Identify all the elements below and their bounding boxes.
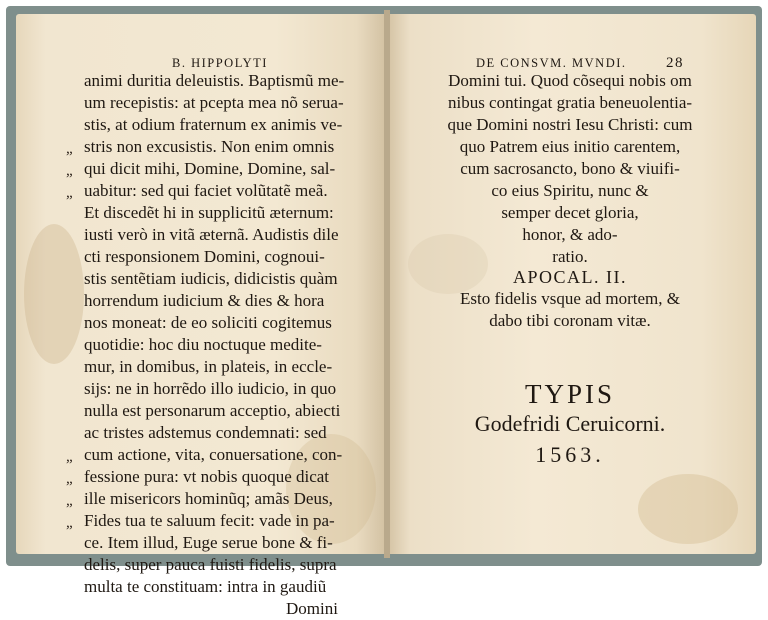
text-line: stris non excusistis. Non enim omnis — [84, 137, 335, 156]
imprint-year: 1563. — [535, 442, 605, 467]
margin-quote-mark: „ — [66, 141, 73, 157]
scripture-quote — [430, 288, 710, 332]
right-page-body — [430, 70, 710, 268]
page-number: 28 — [666, 55, 684, 71]
text-line: nibus contingat gratia beneuolentia- — [447, 93, 693, 112]
text-line: stis sentẽtiam iudicis, didicistis quàm — [84, 269, 338, 288]
paper-stain — [638, 474, 738, 544]
text-line: stis, at odium fraternum ex animis ve- — [84, 115, 343, 134]
text-line: Fides tua te saluum fecit: vade in pa- — [84, 511, 335, 530]
text-line: delis, super pauca fuisti fidelis, supra — [84, 555, 337, 574]
text-line: um recepistis: at pcepta mea nõ serua- — [84, 93, 344, 112]
text-line: ille misericors hominũq; amãs Deus, — [84, 489, 333, 508]
text-line: multa te constituam: intra in gaudiũ — [84, 577, 327, 596]
paper-stain — [24, 224, 84, 364]
text-line: iusti verò in vitã æternã. Audistis dile — [84, 225, 339, 244]
text-line: animi duritia deleuistis. Baptismũ me- — [84, 71, 345, 90]
text-line: quotidie: hoc diu noctuque medite- — [84, 335, 322, 354]
text-line: cti responsionem Domini, cognoui- — [84, 247, 325, 266]
text-line: honor, & ado- — [522, 225, 618, 244]
text-line: fessione pura: vt nobis quoque dicat — [84, 467, 330, 486]
margin-quote-mark: „ — [66, 163, 73, 179]
text-line: uabitur: sed qui faciet volũtatẽ meã. — [84, 181, 328, 200]
text-line: ac tristes adstemus condemnati: sed — [84, 423, 327, 442]
text-line: Esto fidelis vsque ad mortem, & — [459, 289, 681, 308]
text-line: quo Patrem eius initio carentem, — [459, 137, 681, 156]
text-line: semper decet gloria, — [501, 203, 639, 222]
text-line: nulla est personarum acceptio, abiecti — [84, 401, 341, 420]
text-line: ce. Item illud, Euge serue bone & fi- — [84, 533, 333, 552]
left-running-head: B. HIPPOLYTI — [172, 56, 268, 70]
margin-quote-mark: „ — [66, 471, 73, 487]
text-line: Et discedẽt hi in supplicitũ æternum: — [84, 203, 334, 222]
text-line: cum sacrosancto, bono & viuifi- — [460, 159, 680, 178]
text-line-catchword: Domini — [286, 599, 338, 618]
imprint-printer: Godefridi Ceruicorni. — [474, 411, 666, 436]
right-running-head: DE CONSVM. MVNDI. — [476, 56, 627, 70]
scripture-reference: APOCAL. II. — [513, 267, 627, 287]
book-gutter — [384, 10, 390, 558]
text-line: qui dicit mihi, Domine, Domine, sal- — [84, 159, 336, 178]
text-line: mur, in domibus, in plateis, in eccle- — [84, 357, 333, 376]
left-page-body — [84, 70, 344, 620]
text-line: nos moneat: de eo soliciti cogitemus — [84, 313, 332, 332]
text-line: dabo tibi coronam vitæ. — [489, 311, 651, 330]
margin-quote-mark: „ — [66, 515, 73, 531]
margin-quote-mark: „ — [66, 185, 73, 201]
text-line: sijs: ne in horrẽdo illo iudicio, in quo — [84, 379, 337, 398]
text-line: Domini tui. Quod cõsequi nobis om — [448, 71, 692, 90]
text-line: ratio. — [552, 247, 588, 266]
text-line: co eius Spiritu, nunc & — [491, 181, 649, 200]
text-line: que Domini nostri Iesu Christi: cum — [447, 115, 693, 134]
margin-quote-mark: „ — [66, 449, 73, 465]
text-line: horrendum iudicium & dies & hora — [84, 291, 325, 310]
imprint-title: TYPIS — [524, 379, 615, 409]
text-line: cum actione, vita, conuersatione, con- — [84, 445, 343, 464]
margin-quote-mark: „ — [66, 493, 73, 509]
